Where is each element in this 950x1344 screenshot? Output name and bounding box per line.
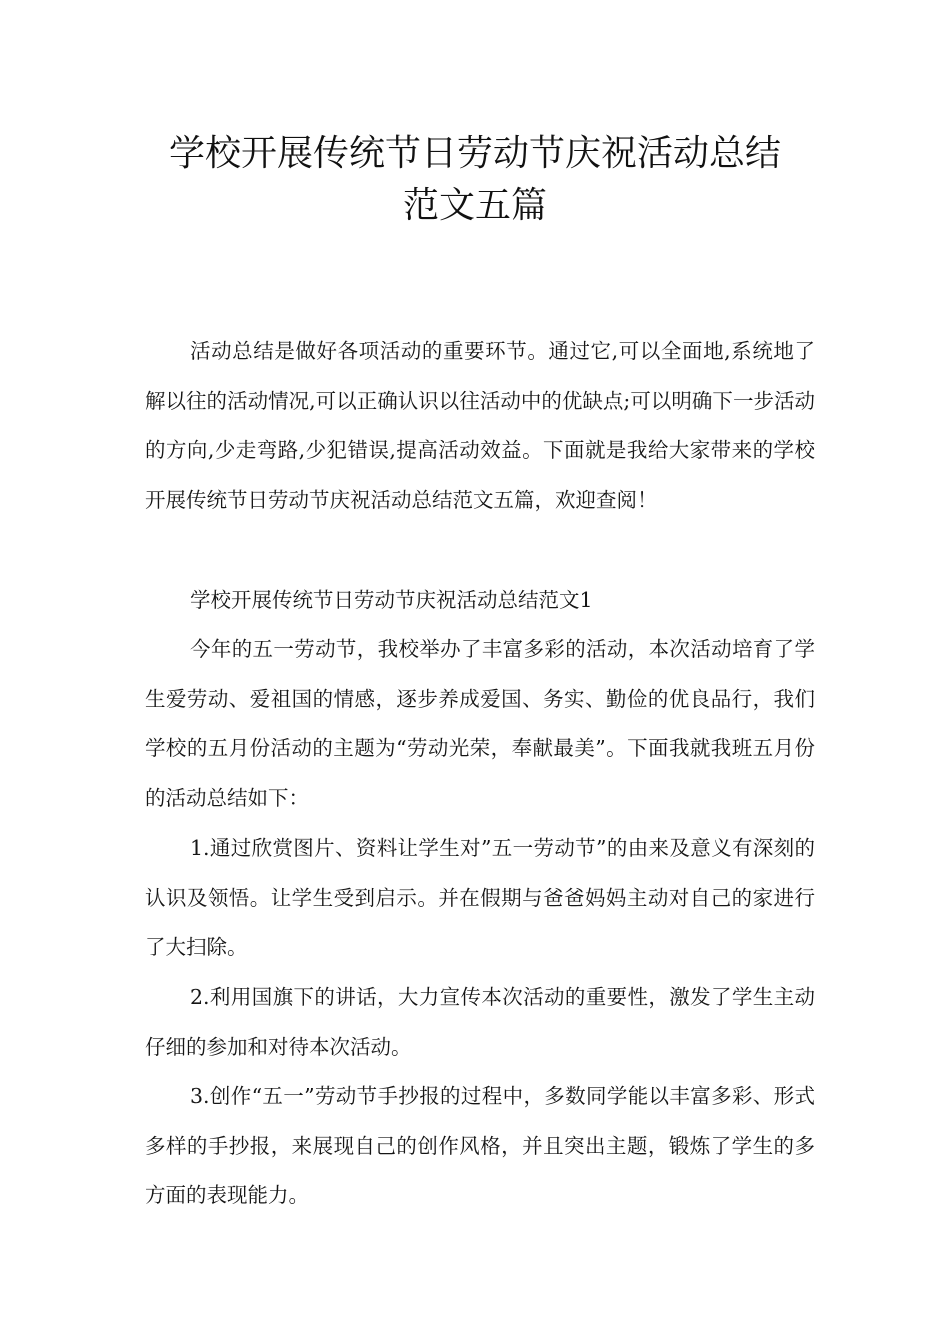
document-title-line-2: 范文五篇 — [402, 185, 547, 226]
list-item-2: 2.利用国旗下的讲话，大力宣传本次活动的重要性，激发了学生主动仔细的参加和对待本次活动。 — [145, 985, 815, 1059]
list-item-3: 3.创作“五一”劳动节手抄报的过程中，多数同学能以丰富多彩、形式多样的手抄报，来展现自己的创作风格，并且突出主题，锻炼了学生的多方面的表现能力。 — [145, 1084, 815, 1207]
intro-paragraph: 活动总结是做好各项活动的重要环节。通过它,可以全面地,系统地了解以往的活动情况,可以正确认识以往活动中的优缺点;可以明确下一步活动的方向,少走弯路,少犯错误,提高活动效益。下面就是我给大家带来的学校开展传统节日劳动节庆祝活动总结范文五篇，欢迎查阅！ — [145, 339, 815, 512]
body-paragraph-1: 今年的五一劳动节，我校举办了丰富多彩的活动，本次活动培育了学生爱劳动、爱祖国的情感，逐步养成爱国、务实、勤俭的优良品行，我们学校的五月份活动的主题为“劳动光荣，奉献最美”。下面我就我班五月份的活动总结如下： — [145, 637, 815, 810]
list-item-1: 1.通过欣赏图片、资料让学生对”五一劳动节”的由来及意义有深刻的认识及领悟。让学生受到启示。并在假期与爸爸妈妈主动对自己的家进行了大扫除。 — [145, 836, 815, 959]
section-heading: 学校开展传统节日劳动节庆祝活动总结范文1 — [190, 588, 593, 612]
document-title-line-1: 学校开展传统节日劳动节庆祝活动总结 — [168, 133, 781, 174]
